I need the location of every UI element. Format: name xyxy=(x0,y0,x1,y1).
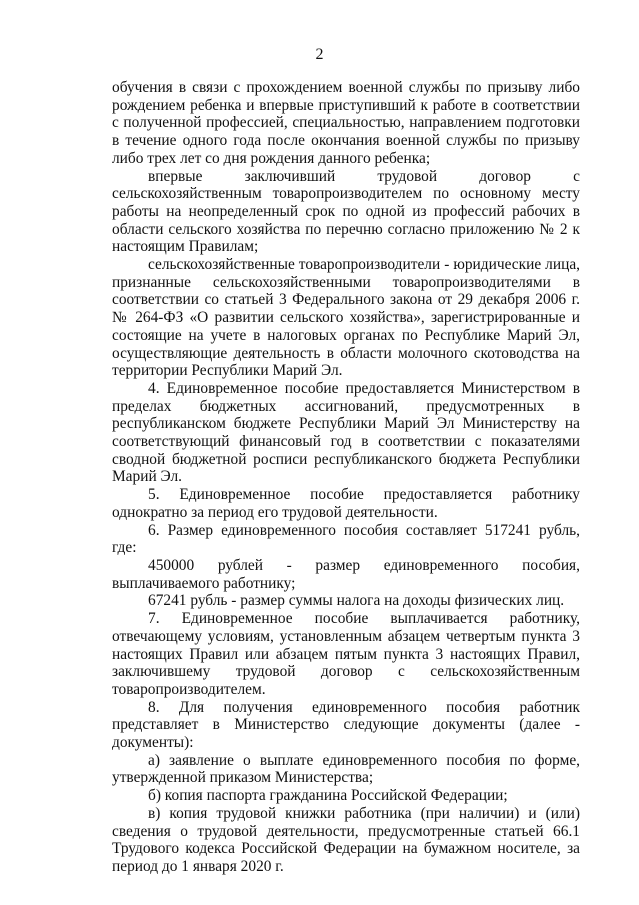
paragraph-first-contract: впервые заключивший трудовой договор с сельскохозяйственным товаропроизводителем по основному месту работы на неопределенный срок по одной из профессий рабочих в области сельского хозяйства по перечню согласно приложению № 2 к настоящим Правилам; xyxy=(112,167,580,256)
paragraph-continuation: обучения в связи с прохождением военной службы по призыву либо рождением ребенка и впервые приступивший к работе в соответствии с полученной профессией, специальностью, направлением подготовки в течение одного года после окончания военной службы по призыву либо трех лет со дня рождения данного ребенка; xyxy=(112,79,580,167)
paragraph-clause-5: 5. Единовременное пособие предоставляется работнику однократно за период его трудовой деятельности. xyxy=(112,486,580,521)
paragraph-item-b: б) копия паспорта гражданина Российской Федерации; xyxy=(148,787,508,805)
paragraph-item-a: а) заявление о выплате единовременного пособия по форме, утвержденной приказом Министерства; xyxy=(112,751,580,787)
paragraph-clause-6-tax: 67241 рубль - размер суммы налога на доходы физических лиц. xyxy=(148,592,565,610)
paragraph-clause-8: 8. Для получения единовременного пособия работник представляет в Министерство следующие документы (далее - документы): xyxy=(112,698,580,752)
page-number: 2 xyxy=(315,46,324,63)
paragraph-clause-7: 7. Единовременное пособие выплачивается работнику, отвечающему условиям, установленным абзацем четвертым пункта 3 настоящих Правил или абзацем пятым пункта 3 настоящих Правил, заключившему трудовой договор с сельскохозяйственным товаропроизводителем. xyxy=(112,610,580,698)
paragraph-clause-6-amount: 450000 рублей - размер единовременного пособия, выплачиваемого работнику; xyxy=(112,556,580,592)
paragraph-clause-6: 6. Размер единовременного пособия составляет 517241 рубль, где: xyxy=(112,521,580,557)
paragraph-agricultural-producers: сельскохозяйственные товаропроизводители - юридические лица, признанные сельскохозяйственными товаропроизводителями в соответствии со статьей 3 Федерального закона от 29 декабря 2006 г. № 264-ФЗ «О развитии сельского хозяйства», зарегистрированные и состоящие на учете в налоговых органах по Республике Марий Эл, осуществляющие деятельность в области молочного скотоводства на территории Республики Марий Эл. xyxy=(112,256,580,380)
document-body xyxy=(112,79,580,876)
paragraph-clause-4: 4. Единовременное пособие предоставляется Министерством в пределах бюджетных ассигнований, предусмотренных в республиканском бюджете Республики Марий Эл Министерству на соответствующий финансовый год в соответствии с показателями сводной бюджетной росписи республиканского бюджета Республики Марий Эл. xyxy=(112,379,580,486)
paragraph-item-v: в) копия трудовой книжки работника (при наличии) и (или) сведения о трудовой деятельности, предусмотренные статьей 66.1 Трудового кодекса Российской Федерации на бумажном носителе, за период до 1 января 2020 г. xyxy=(112,804,580,875)
